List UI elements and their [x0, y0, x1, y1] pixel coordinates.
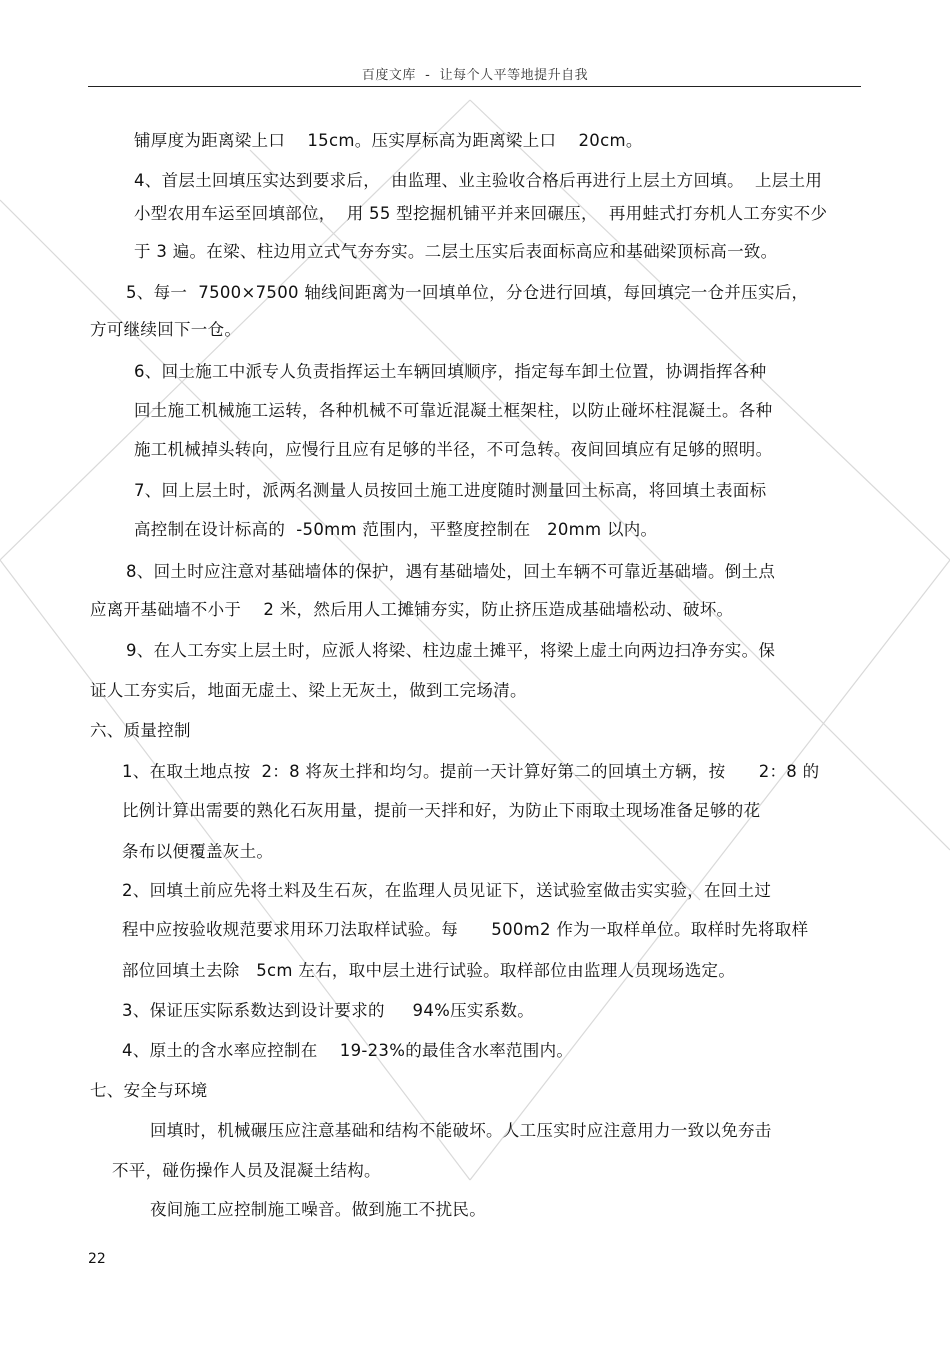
body-line: 部位回填土去除 5cm 左右，取中层土进行试验。取样部位由监理人员现场选定。 [122, 961, 736, 980]
body-line: 证人工夯实后，地面无虚土、梁上无灰土，做到工完场清。 [90, 681, 527, 700]
body-line: 1、在取土地点按 2：8 将灰土拌和均匀。提前一天计算好第二的回填土方辆，按 2：8 的 [122, 762, 820, 781]
body-line: 条布以便覆盖灰土。 [122, 842, 274, 861]
body-line: 施工机械掉头转向，应慢行且应有足够的半径，不可急转。夜间回填应有足够的照明。 [134, 440, 773, 459]
body-line: 回填时，机械碾压应注意基础和结构不能破坏。人工压实时应注意用力一致以免夯击 [150, 1121, 772, 1140]
body-line: 不平，碰伤操作人员及混凝土结构。 [112, 1161, 381, 1180]
section-heading: 七、安全与环境 [90, 1081, 208, 1100]
body-line: 4、首层土回填压实达到要求后， 由监理、业主验收合格后再进行上层土方回填。 上层土用 [134, 171, 823, 190]
body-line: 夜间施工应控制施工噪音。做到施工不扰民。 [150, 1200, 486, 1219]
body-line: 3、保证压实际系数达到设计要求的 94%压实系数。 [122, 1001, 535, 1020]
body-line: 5、每一 7500×7500 轴线间距离为一回填单位，分仓进行回填，每回填完一仓并压实后， [126, 283, 809, 302]
body-line: 方可继续回下一仓。 [90, 320, 242, 339]
page-number: 22 [88, 1251, 106, 1267]
body-line: 于 3 遍。在梁、柱边用立式气夯夯实。二层土压实后表面标高应和基础梁顶标高一致。 [134, 242, 778, 261]
body-line: 6、回土施工中派专人负责指挥运土车辆回填顺序，指定每车卸土位置，协调指挥各种 [134, 362, 767, 381]
body-line: 4、原土的含水率应控制在 19-23%的最佳含水率范围内。 [122, 1041, 574, 1060]
body-line: 回土施工机械施工运转，各种机械不可靠近混凝土框架柱，以防止碰坏柱混凝土。各种 [134, 401, 773, 420]
body-line: 比例计算出需要的熟化石灰用量，提前一天拌和好，为防止下雨取土现场准备足够的花 [122, 801, 761, 820]
body-line: 7、回上层土时，派两名测量人员按回土施工进度随时测量回土标高，将回填土表面标 [134, 481, 767, 500]
body-line: 小型农用车运至回填部位， 用 55 型挖掘机铺平并来回碾压， 再用蛙式打夯机人工夯实不少 [134, 204, 828, 223]
body-line: 9、在人工夯实上层土时，应派人将梁、柱边虚土摊平，将梁上虚土向两边扫净夯实。保 [126, 641, 776, 660]
body-line: 8、回土时应注意对基础墙体的保护，遇有基础墙处，回土车辆不可靠近基础墙。倒土点 [126, 562, 776, 581]
header-divider [88, 86, 861, 87]
body-line: 高控制在设计标高的 -50mm 范围内，平整度控制在 20mm 以内。 [134, 520, 658, 539]
body-line: 2、回填土前应先将土料及生石灰，在监理人员见证下，送试验室做击实实验，在回土过 [122, 881, 772, 900]
body-line: 应离开基础墙不小于 2 米，然后用人工摊铺夯实，防止挤压造成基础墙松动、破坏。 [90, 600, 734, 619]
body-line: 铺厚度为距离梁上口 15cm。压实厚标高为距离梁上口 20cm。 [134, 131, 643, 150]
section-heading: 六、质量控制 [90, 721, 191, 740]
body-line: 程中应按验收规范要求用环刀法取样试验。每 500m2 作为一取样单位。取样时先将取样 [122, 920, 809, 939]
page-header: 百度文库 - 让每个人平等地提升自我 [361, 68, 589, 83]
